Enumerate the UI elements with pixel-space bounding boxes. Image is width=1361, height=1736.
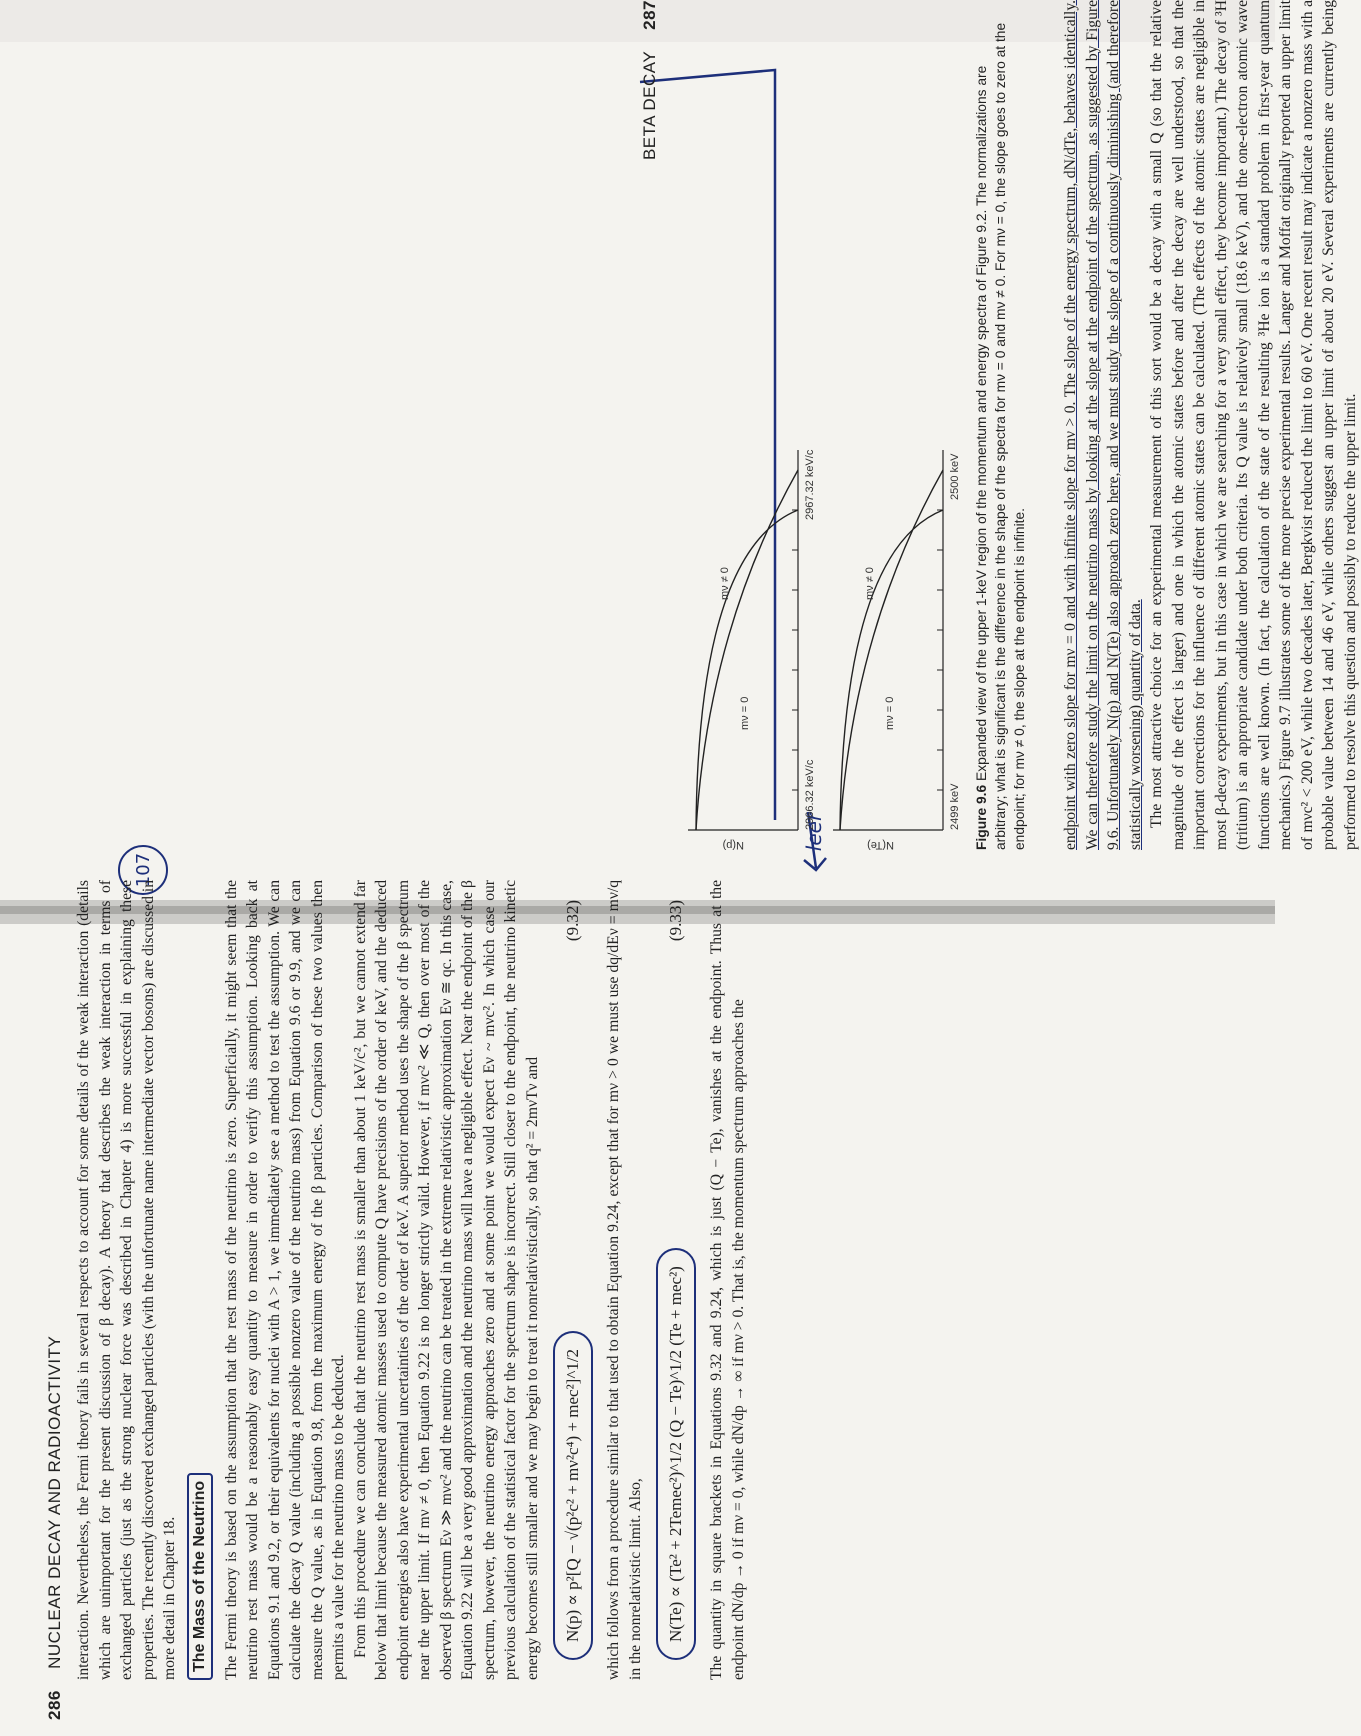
bottom-xend: 2500 keV [949, 453, 961, 500]
equation-expression: N(p) ∝ p²[Q − √(p²c² + mν²c⁴) + mec²]^1/2 [553, 1331, 593, 1660]
body-paragraph: The Fermi theory is based on the assumption that the rest mass of the neutrino is zero. Superficially, it might seem that the neutrino rest mass would be a reasonably easy quantity to measure in order to verify this assumption. Looking back at Equations 9.1 and 9.2, or their equivalents for nuclei with A > 1, we immediately see a method to test the assumption. We can calculate the decay Q value (including a possible nonzero value of the neutrino mass) from Equation 9.6 or 9.9, and we can measure the Q value, as in Equation 9.8, from the maximum energy of the β particles. Comparison of these two values then permits a value for the neutrino mass to be deduced. [222, 880, 347, 1680]
figure-caption [972, 20, 1029, 850]
top-ylabel: N(p) [722, 839, 744, 851]
running-head-title: BETA DECAY [640, 51, 659, 161]
page-body-287 [1060, 0, 1361, 850]
curve-m-nonzero [840, 510, 943, 830]
top-curve-label-0: mν = 0 [739, 696, 751, 730]
figure-9-6 [668, 0, 1029, 850]
page-number: 286 [45, 1690, 64, 1720]
equation-number: (9.32) [563, 900, 582, 942]
intro-paragraph: interaction. Nevertheless, the Fermi theory fails in several respects to account for some details of the weak interaction (details which are unimportant for the present discussion of β decay). A theory that describes the weak interaction in terms of exchanged particles (just as the strong nuclear force was described in Chapter 4) is more successful in explaining these properties. The recently discovered exchanged particles (with the unfortunate name intermediate vector bosons) are discussed in more detail in Chapter 18. [75, 880, 178, 1680]
bottom-ylabel: N(Te) [867, 839, 894, 851]
page-body-286 [73, 880, 749, 1680]
section-heading: The Mass of the Neutrino [187, 1473, 213, 1680]
equation-expression: N(Te) ∝ (Te² + 2Temec²)^1/2 (Q − Te)^1/2 (Te + mec²) [656, 1248, 696, 1660]
page-number: 287 [640, 0, 659, 30]
figure-caption-text: Expanded view of the upper 1-keV region of the momentum and energy spectra of Figure 9.2. The normalizations are arbitrary; what is significant is the difference in the shape of the spectra for mν = 0 and mν ≠ 0. For mν = 0, the slope goes to zero at the endpoint; for mν ≠ 0, the slope at the endpoint is infinite. [974, 22, 1027, 850]
bottom-curve-label-0: mν = 0 [884, 696, 896, 730]
curve-m-zero [840, 470, 943, 830]
running-head-286 [45, 1336, 65, 1720]
page-286 [45, 870, 747, 1720]
top-xend: 2967.32 keV/c [804, 449, 816, 520]
curve-m-zero [696, 470, 798, 830]
body-paragraph: endpoint with zero slope for mν = 0 and with infinite slope for mν > 0. The slope of the energy spectrum, dN/dTe, behaves identically. We can therefore study the limit on the neutrino mass by looking at the slope at the endpoint of the spectrum, as suggested by Figure 9.6. Unfortunately N(p) and N(Te) also approach zero here, and we must study the slope of a continuously diminishing (and therefore statistically worsening) quantity of data. [1062, 0, 1144, 850]
curve-m-nonzero [696, 510, 798, 830]
handwritten-margin-note: leer [802, 812, 827, 852]
bottom-xstart: 2499 keV [949, 783, 961, 830]
figure-graphs [668, 430, 968, 850]
body-paragraph: The quantity in square brackets in Equations 9.32 and 9.24, which is just (Q − Te), vanishes at the endpoint. Thus at the endpoint dN/dp → 0 if mν = 0, while dN/dp → ∞ if mν > 0. That is, the momentum spectrum approaches the [708, 880, 747, 1680]
bottom-curve-label-1: mν ≠ 0 [864, 567, 876, 600]
bottom-graph [833, 450, 961, 851]
page-287 [640, 0, 1359, 851]
top-curve-label-1: mν ≠ 0 [719, 567, 731, 600]
body-paragraph: The most attractive choice for an experimental measurement of this sort would be a decay with a small Q (so that the relative magnitude of the effect is larger) and one in which the atomic states before and after the decay are well understood, so that the important corrections for the influence of different atomic states can be calculated. (The effects of the atomic states are negligible in most β-decay experiments, but in this case in which we are searching for a very small effect, they become important.) The decay of ³H (tritium) is an appropriate candidate under both criteria. Its Q value is relatively small (18.6 keV), and the one-electron atomic wave functions are well known. (In fact, the calculation of the state of the resulting ³He ion is a standard problem in first-year quantum mechanics.) Figure 9.7 illustrates some of the more precise experimental results. Langer and Moffat originally reported an upper limit of mνc² < 200 eV, while two decades later, Bergkvist reduced the limit to 60 eV. One recent result may indicate a nonzero mass with a probable value between 14 and 46 eV, while others suggest an upper limit of about 20 eV. Several experiments are currently being performed to resolve this question and possibly to reduce the upper limit. [1148, 0, 1359, 850]
top-graph [688, 449, 816, 851]
body-paragraph: From this procedure we can conclude that the neutrino rest mass is smaller than about 1 keV/c², but we cannot extend far below that limit because the measured atomic masses used to compute Q have precisions of the order of keV, and the deduced endpoint energies also have experimental uncertainties of the order of keV. A superior method uses the shape of the β spectrum near the upper limit. If mν ≠ 0, then Equation 9.22 is no longer strictly valid. However, if mνc² ≪ Q, then over most of the observed β spectrum Eν ≫ mνc² and the neutrino can be treated in the extreme relativistic approximation Eν ≅ qc. In this case, Equation 9.22 will be a very good approximation and the neutrino mass will have a negligible effect. Near the endpoint of the β spectrum, however, the neutrino energy approaches zero and at some point we would expect Eν ~ mνc². In which case our previous calculation of the statistical factor for the spectrum shape is incorrect. Still closer to the endpoint, the neutrino kinetic energy becomes still smaller and we may begin to treat it nonrelativistically, so that q² = 2mνTν and [351, 880, 541, 1680]
body-paragraph: which follows from a procedure similar to that used to obtain Equation 9.24, except that for mν > 0 we must use dq/dEν = mν/q in the nonrelativistic limit. Also, [605, 880, 644, 1680]
running-head-287 [640, 0, 660, 160]
equation-9-32 [553, 880, 593, 1660]
handwritten-page-annotation: 107 [118, 845, 168, 895]
running-head-title: NUCLEAR DECAY AND RADIOACTIVITY [45, 1335, 64, 1669]
top-xstart: 2966.32 keV/c [804, 759, 816, 830]
figure-caption-label: Figure 9.6 [974, 784, 989, 850]
equation-number: (9.33) [666, 900, 685, 942]
equation-9-33 [656, 880, 696, 1660]
